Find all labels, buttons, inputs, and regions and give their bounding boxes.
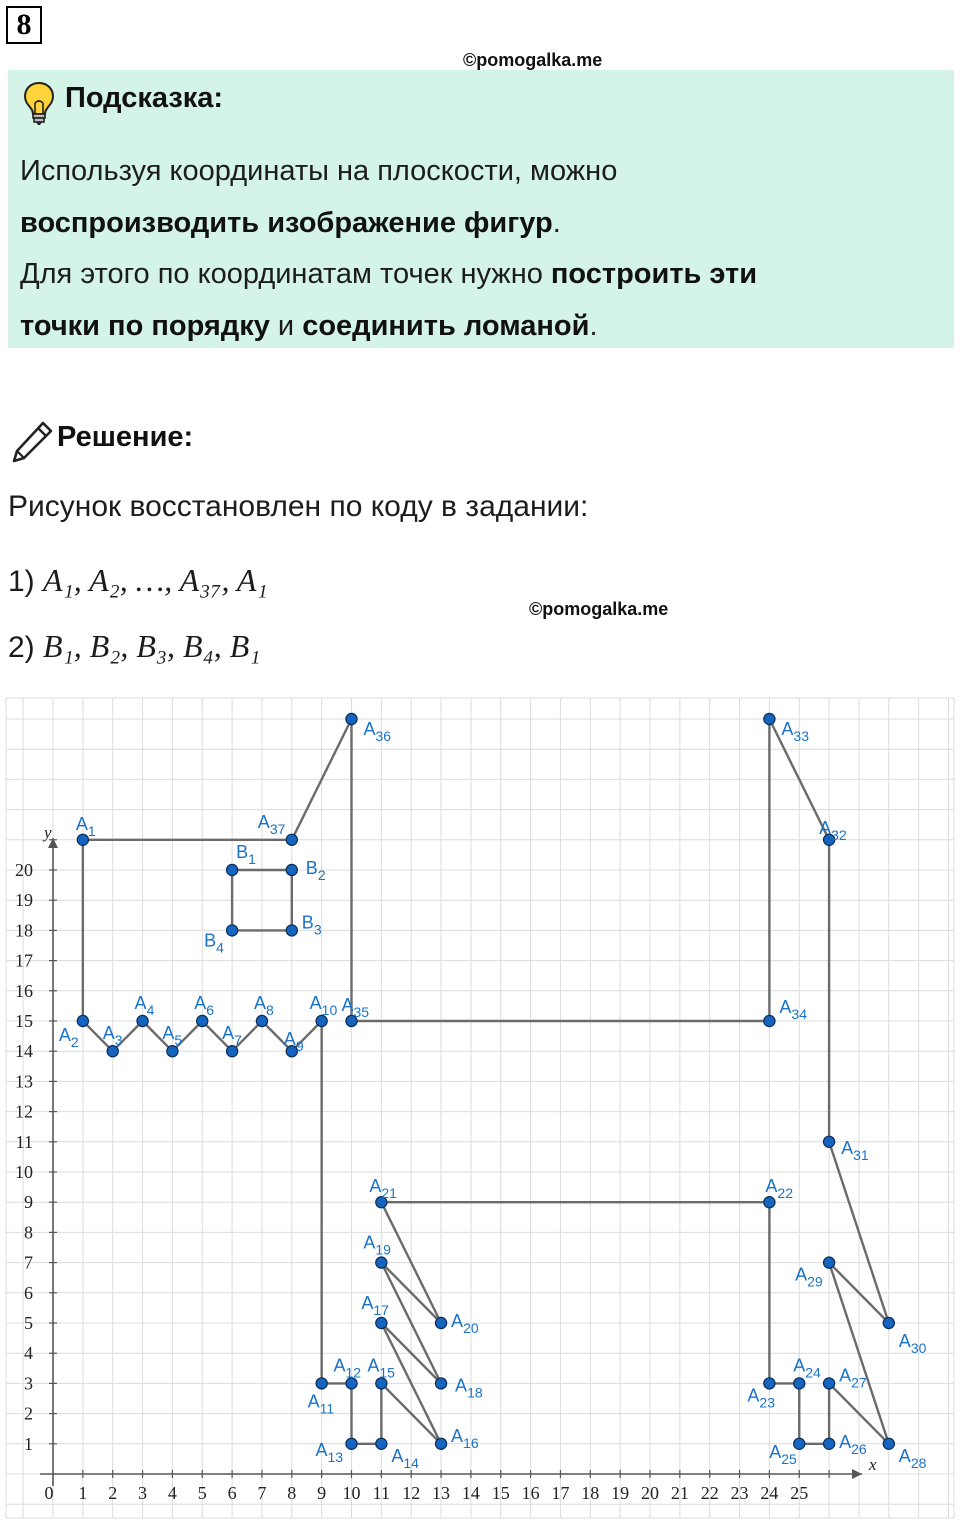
x-tick-label: 22 <box>700 1483 719 1503</box>
hint-line-4 <box>20 301 940 353</box>
y-tick-label: 2 <box>24 1403 33 1424</box>
x-tick-label: 9 <box>317 1483 327 1503</box>
hint-emphasis: воспроизводить изображение фигур <box>20 206 553 239</box>
point-label-A21: $A_{21}$ <box>369 1176 397 1202</box>
y-tick-label: 12 <box>15 1101 33 1122</box>
hint-emphasis: точки по порядку <box>20 309 270 342</box>
watermark: ©pomogalka.me <box>463 50 603 70</box>
x-tick-label: 0 <box>44 1483 54 1503</box>
point-label-B3: $B_3$ <box>301 912 322 938</box>
y-tick-label: 19 <box>15 890 33 911</box>
x-tick-label: 18 <box>581 1483 600 1503</box>
point-A27 <box>824 1378 835 1389</box>
y-tick-label: 20 <box>15 860 33 880</box>
hint-emphasis: соединить ломаной <box>302 309 590 342</box>
point-label-A24: $A_{24}$ <box>793 1355 821 1381</box>
point-label-A35: $A_{35}$ <box>341 995 370 1020</box>
point-A26 <box>824 1438 835 1449</box>
point-label-A34: $A_{34}$ <box>779 997 807 1022</box>
x-axis-arrow <box>852 1469 862 1479</box>
hint-punct: . <box>589 309 598 342</box>
x-tick-label: 12 <box>402 1483 421 1503</box>
sequence-1 <box>8 562 268 599</box>
point-B3 <box>286 925 297 936</box>
x-tick-label: 13 <box>432 1483 451 1503</box>
solution-title: Решение: <box>57 421 194 453</box>
point-A14 <box>376 1438 387 1449</box>
point-label-B1: $B_1$ <box>236 842 256 867</box>
x-tick-label: 7 <box>257 1483 267 1503</box>
task-number: 8 <box>6 6 42 44</box>
coordinate-plane-chart <box>0 690 960 1526</box>
sequence-1-label: 1) <box>8 565 35 598</box>
point-label-A18: $A_{18}$ <box>455 1375 483 1401</box>
point-label-A22: $A_{22}$ <box>765 1176 793 1202</box>
y-tick-label: 14 <box>15 1041 33 1062</box>
hint-line-2 <box>20 198 940 250</box>
y-tick-label: 18 <box>15 920 33 941</box>
y-tick-label: 3 <box>24 1373 33 1394</box>
point-label-A15: $A_{15}$ <box>367 1355 395 1381</box>
point-A18 <box>435 1378 446 1389</box>
y-tick-label: 16 <box>15 980 33 1001</box>
x-tick-label: 15 <box>491 1483 510 1503</box>
point-A22 <box>764 1197 775 1208</box>
x-tick-label: 5 <box>197 1483 207 1503</box>
point-label-A31: $A_{31}$ <box>841 1137 869 1163</box>
sequence-2 <box>8 628 260 665</box>
sequence-2-formula: B₁, B₂, B₃, B₄, B₁ <box>43 628 261 664</box>
watermark: ©pomogalka.me <box>529 599 669 619</box>
point-label-B4: $B_4$ <box>204 930 224 956</box>
x-tick-label: 8 <box>287 1483 297 1503</box>
point-label-B2: $B_2$ <box>305 858 326 883</box>
hint-punct: . <box>552 206 561 239</box>
point-label-A25: $A_{25}$ <box>769 1441 797 1467</box>
hint-text <box>20 146 940 352</box>
lightbulb-icon <box>22 80 56 126</box>
point-label-A26: $A_{26}$ <box>839 1431 867 1457</box>
x-axis-label: x <box>869 1455 877 1474</box>
point-B4 <box>227 925 238 936</box>
hint-emphasis: построить эти <box>550 258 758 290</box>
point-A34 <box>764 1015 775 1026</box>
x-tick-label: 6 <box>227 1483 237 1503</box>
hint-line-3 <box>20 249 940 301</box>
y-tick-label: 8 <box>24 1222 33 1243</box>
point-B1 <box>227 864 238 875</box>
point-label-A36: $A_{36}$ <box>363 719 392 744</box>
point-label-A16: $A_{16}$ <box>451 1425 479 1451</box>
hint-title: Подсказка: <box>65 82 224 114</box>
point-label-A29: $A_{29}$ <box>795 1264 823 1290</box>
point-label-A5: $A_5$ <box>162 1023 183 1049</box>
y-tick-label: 9 <box>24 1192 33 1213</box>
x-tick-label: 16 <box>521 1483 540 1503</box>
point-label-A9: $A_9$ <box>283 1029 304 1055</box>
point-A16 <box>435 1438 446 1449</box>
point-A37 <box>286 834 297 845</box>
point-A19 <box>376 1257 387 1268</box>
point-label-A27: $A_{27}$ <box>839 1365 867 1391</box>
point-A33 <box>764 713 775 724</box>
y-tick-label: 6 <box>24 1282 33 1303</box>
point-label-A28: $A_{28}$ <box>898 1445 927 1471</box>
point-label-A1: $A_1$ <box>75 813 96 839</box>
point-label-A23: $A_{23}$ <box>747 1385 775 1411</box>
x-tick-label: 25 <box>790 1483 809 1503</box>
point-label-A37: $A_{37}$ <box>257 811 286 837</box>
point-label-A8: $A_8$ <box>253 993 274 1018</box>
y-tick-label: 1 <box>24 1433 33 1454</box>
point-A23 <box>764 1378 775 1389</box>
x-tick-label: 4 <box>167 1483 177 1503</box>
point-B2 <box>286 864 297 875</box>
y-tick-label: 4 <box>24 1343 33 1364</box>
point-A20 <box>435 1317 446 1328</box>
x-tick-label: 17 <box>551 1483 570 1503</box>
x-tick-label: 11 <box>372 1483 391 1503</box>
y-axis-label: y <box>44 823 52 842</box>
point-label-A33: $A_{33}$ <box>781 719 809 744</box>
point-A17 <box>376 1317 387 1328</box>
x-tick-label: 21 <box>670 1483 689 1503</box>
x-tick-label: 20 <box>641 1483 659 1503</box>
point-label-A4: $A_4$ <box>134 993 155 1018</box>
point-A29 <box>824 1257 835 1268</box>
y-tick-label: 15 <box>15 1011 33 1031</box>
point-label-A12: $A_{12}$ <box>333 1355 362 1381</box>
point-label-A10: $A_{10}$ <box>309 993 338 1018</box>
point-A2 <box>77 1015 88 1026</box>
point-A11 <box>316 1378 327 1389</box>
hint-text-part: Для этого по координатам точек нужно <box>20 258 551 290</box>
y-tick-label: 17 <box>15 950 33 971</box>
axes <box>40 838 862 1486</box>
point-label-A3: $A_3$ <box>102 1023 123 1049</box>
points <box>59 713 927 1470</box>
x-tick-label: 19 <box>611 1483 630 1503</box>
point-A28 <box>883 1438 894 1449</box>
x-tick-label: 1 <box>78 1483 88 1503</box>
point-label-A20: $A_{20}$ <box>451 1311 479 1336</box>
point-A36 <box>346 713 357 724</box>
point-A30 <box>883 1317 894 1328</box>
solution-text: Рисунок восстановлен по коду в задании: <box>8 490 589 523</box>
point-label-A13: $A_{13}$ <box>315 1439 344 1465</box>
point-label-A11: $A_{11}$ <box>307 1391 335 1417</box>
x-tick-label: 10 <box>342 1483 361 1503</box>
x-tick-label: 24 <box>760 1483 779 1503</box>
y-tick-label: 13 <box>15 1071 33 1092</box>
hint-line-1: Используя координаты на плоскости, можно <box>20 155 618 187</box>
x-tick-label: 2 <box>108 1483 118 1503</box>
hint-box <box>8 70 954 348</box>
point-label-A32: $A_{32}$ <box>819 817 847 843</box>
point-label-A14: $A_{14}$ <box>391 1445 419 1471</box>
x-tick-label: 23 <box>730 1483 749 1503</box>
y-tick-label: 11 <box>15 1131 33 1152</box>
point-A13 <box>346 1438 357 1449</box>
point-label-A30: $A_{30}$ <box>898 1331 927 1356</box>
x-tick-label: 3 <box>138 1483 148 1503</box>
point-label-A7: $A_7$ <box>222 1023 242 1049</box>
y-tick-label: 7 <box>24 1252 33 1273</box>
pencil-icon <box>10 420 54 464</box>
point-label-A2: $A_2$ <box>58 1025 79 1050</box>
point-A31 <box>824 1136 835 1147</box>
hint-text-part: и <box>269 309 303 342</box>
point-A25 <box>794 1438 805 1449</box>
y-tick-label: 10 <box>15 1162 33 1182</box>
point-label-A19: $A_{19}$ <box>363 1232 391 1258</box>
y-tick-label: 5 <box>24 1313 33 1333</box>
sequence-2-label: 2) <box>8 631 35 664</box>
sequence-1-formula: A₁, A₂, …, A₃₇, A₁ <box>43 562 268 598</box>
point-A1 <box>77 834 88 845</box>
point-A24 <box>794 1378 805 1389</box>
x-tick-label: 14 <box>461 1483 480 1503</box>
point-label-A17: $A_{17}$ <box>361 1293 389 1318</box>
point-label-A6: $A_6$ <box>194 993 215 1018</box>
